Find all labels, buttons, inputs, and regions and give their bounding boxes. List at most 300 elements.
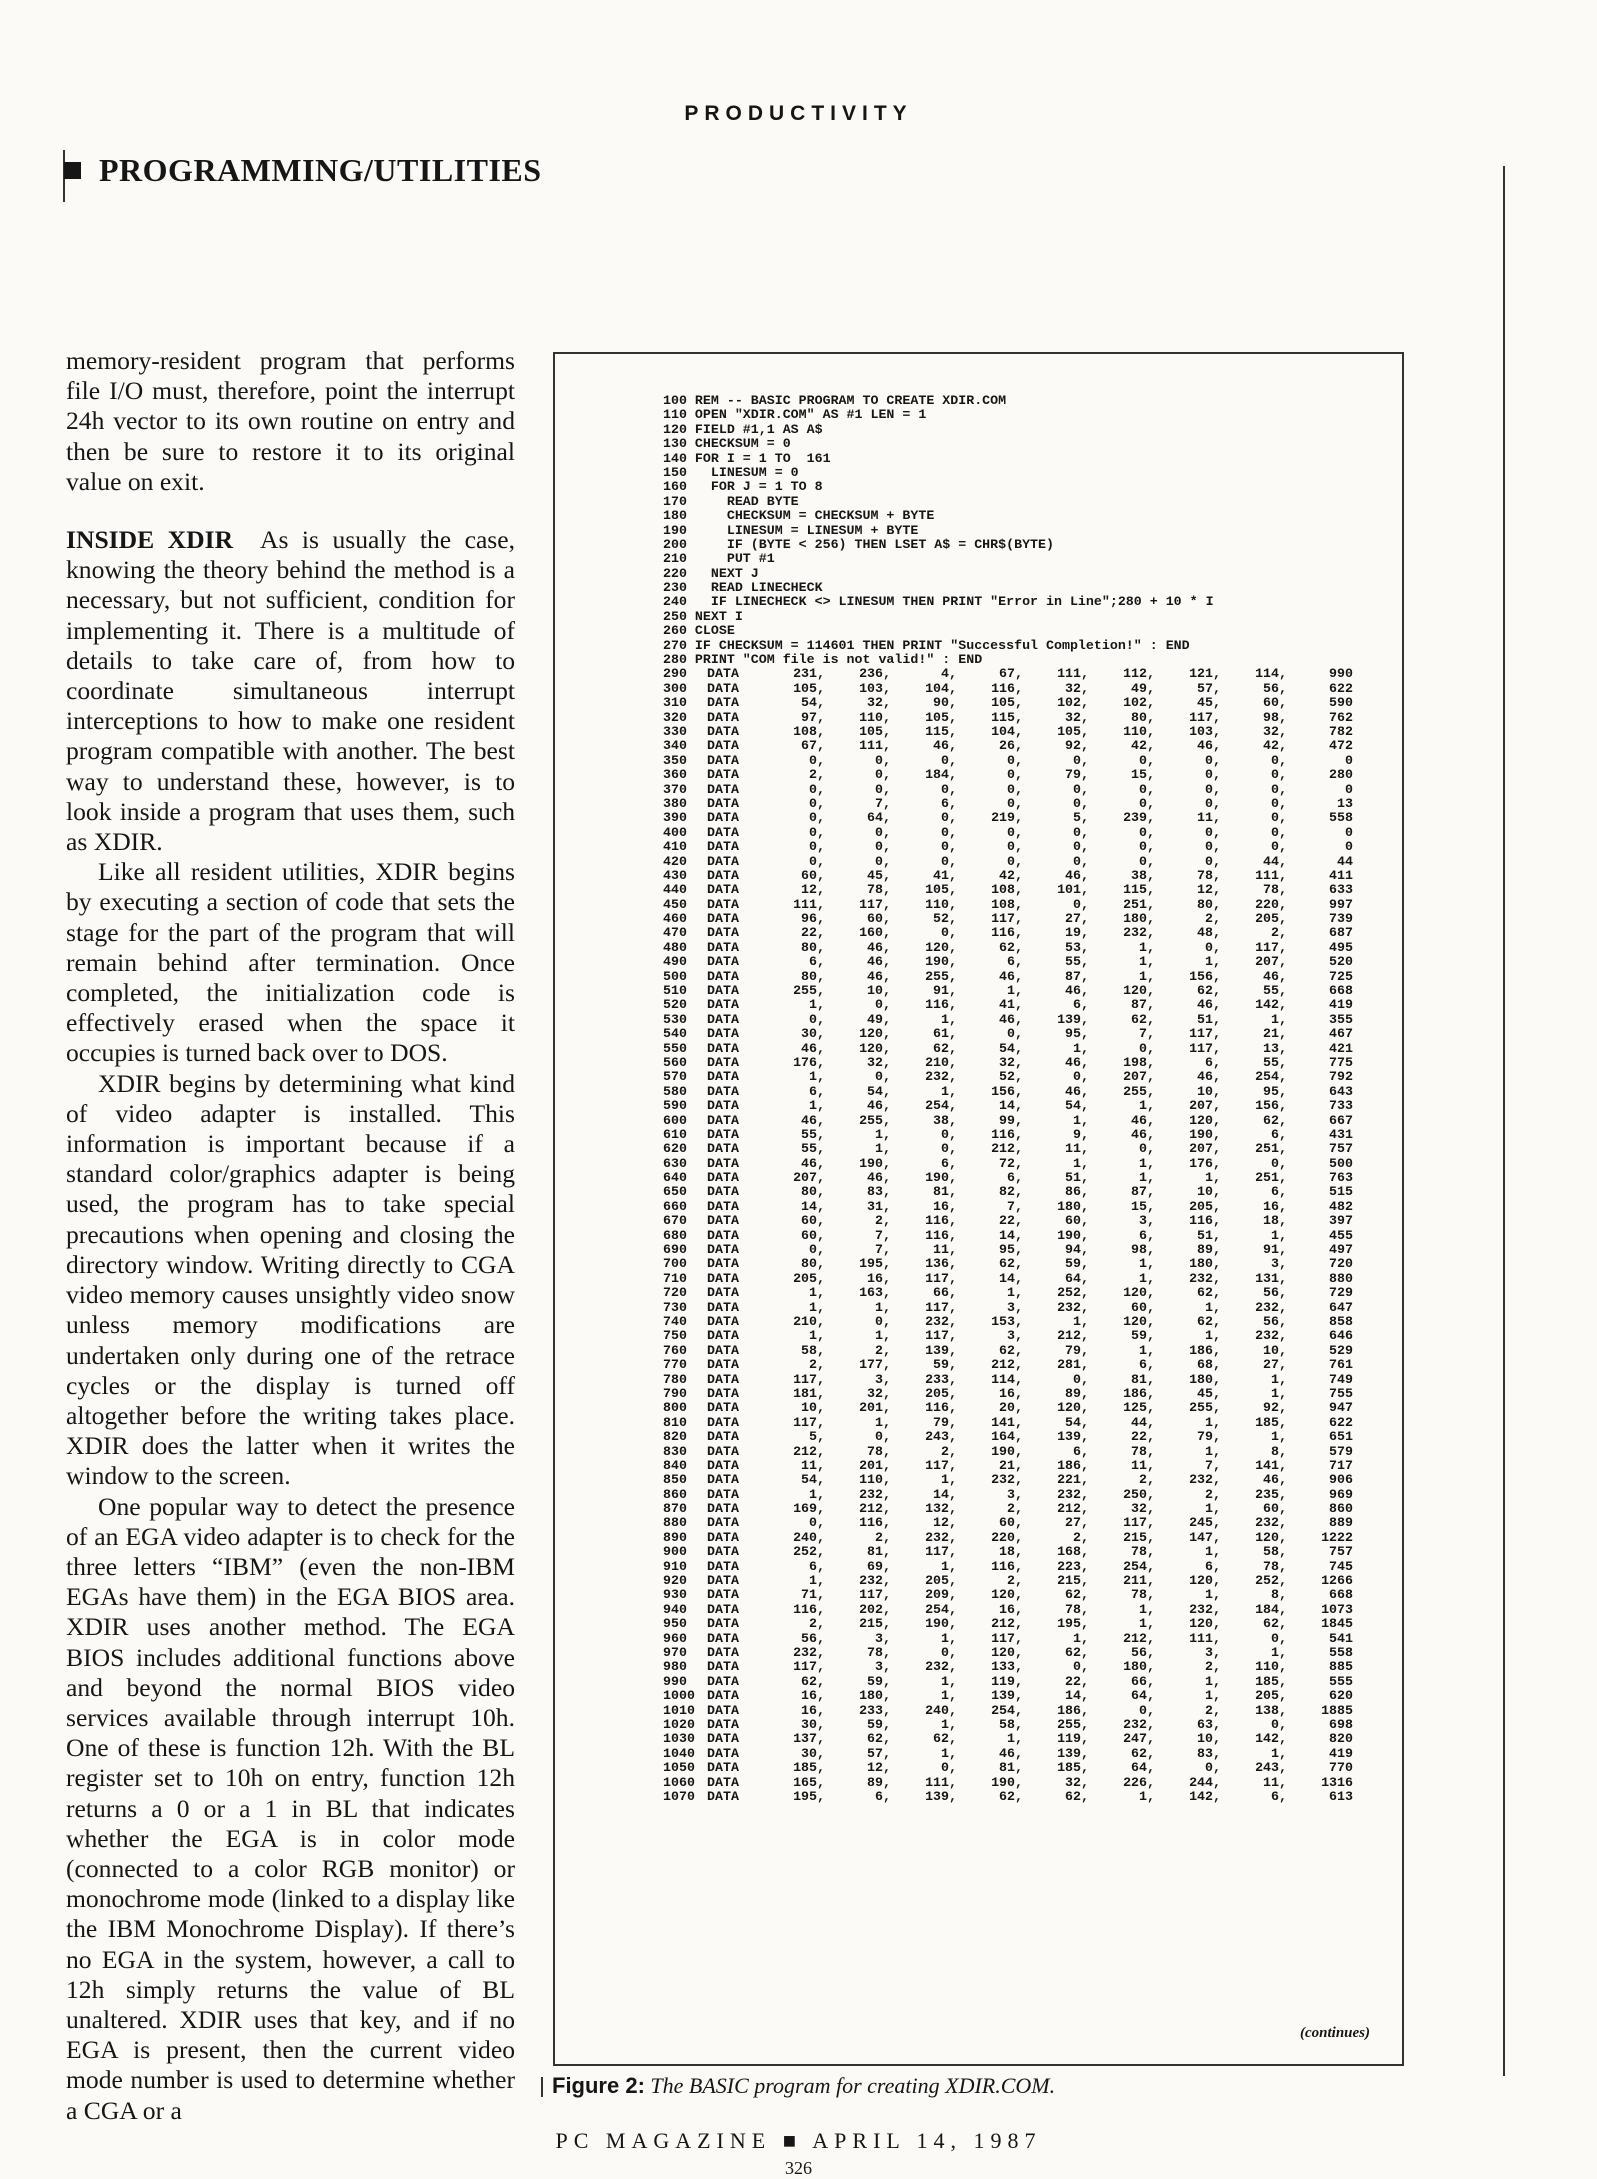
line-number: 610 <box>663 1126 687 1142</box>
data-line <box>663 1632 1353 1646</box>
data-keyword: DATA <box>707 1760 739 1776</box>
data-value: 782 <box>1329 723 1353 739</box>
data-value: 116, <box>991 1126 1023 1142</box>
data-value: 58, <box>1263 1544 1287 1560</box>
data-value: 138, <box>1255 1702 1287 1718</box>
data-value: 64, <box>1131 1688 1155 1704</box>
data-value: 236, <box>859 666 891 682</box>
data-value: 89, <box>1065 1385 1089 1401</box>
data-value: 1, <box>1139 1256 1155 1272</box>
data-value: 2, <box>875 1213 891 1229</box>
data-keyword: DATA <box>707 896 739 912</box>
data-value: 105, <box>925 882 957 898</box>
data-line <box>663 1416 1353 1430</box>
data-value: 0, <box>809 853 825 869</box>
data-line <box>663 1675 1353 1689</box>
data-value: 120, <box>1123 1314 1155 1329</box>
data-line <box>663 1459 1353 1473</box>
data-keyword: DATA <box>707 781 739 797</box>
data-value: 22, <box>1065 1673 1089 1689</box>
data-value: 62, <box>867 1731 891 1747</box>
line-number: 700 <box>663 1256 687 1272</box>
data-value: 14, <box>1065 1688 1089 1704</box>
line-number: 560 <box>663 1054 687 1070</box>
data-value: 0, <box>941 1760 957 1776</box>
data-value: 2, <box>1271 925 1287 941</box>
data-line <box>663 1603 1353 1617</box>
line-number: 750 <box>663 1328 687 1344</box>
data-value: 54, <box>801 1472 825 1488</box>
data-value: 12, <box>867 1760 891 1776</box>
data-keyword: DATA <box>707 1285 739 1301</box>
data-keyword: DATA <box>707 1112 739 1128</box>
data-value: 1, <box>941 1558 957 1574</box>
data-value: 119, <box>1057 1731 1089 1747</box>
data-value: 139, <box>1057 1429 1089 1445</box>
data-value: 21, <box>1263 1026 1287 1042</box>
data-line <box>663 984 1353 998</box>
line-number: 600 <box>663 1112 687 1128</box>
data-value: 19, <box>1065 925 1089 941</box>
data-value: 529 <box>1329 1342 1353 1358</box>
data-value: 82, <box>999 1184 1023 1200</box>
data-value: 232, <box>1057 1486 1089 1502</box>
data-keyword: DATA <box>707 680 739 696</box>
data-value: 115, <box>1123 882 1155 898</box>
data-value: 226, <box>1123 1774 1155 1790</box>
data-value: 0, <box>1073 1659 1089 1675</box>
data-value: 1, <box>1205 1544 1221 1560</box>
data-value: 79, <box>1197 1429 1221 1445</box>
data-line <box>663 754 1353 768</box>
data-value: 0, <box>1007 781 1023 797</box>
data-value: 244, <box>1189 1774 1221 1790</box>
data-value: 2, <box>809 1357 825 1373</box>
data-value: 757 <box>1329 1141 1353 1157</box>
data-value: 120, <box>925 939 957 955</box>
data-value: 254, <box>925 1098 957 1114</box>
data-value: 103, <box>1189 723 1221 739</box>
data-value: 83, <box>867 1184 891 1200</box>
data-value: 111, <box>925 1774 957 1790</box>
code-line: 130 CHECKSUM = 0 <box>663 436 791 452</box>
data-value: 0, <box>1073 781 1089 797</box>
data-value: 243, <box>1255 1760 1287 1776</box>
data-value: 232, <box>1189 1270 1221 1286</box>
data-keyword: DATA <box>707 1342 739 1358</box>
data-keyword: DATA <box>707 882 739 898</box>
data-value: 153, <box>991 1314 1023 1329</box>
data-value: 116, <box>925 1227 957 1243</box>
data-value: 0, <box>1205 781 1221 797</box>
data-value: 2, <box>875 1342 891 1358</box>
data-value: 120, <box>1189 1112 1221 1128</box>
data-value: 1, <box>809 1328 825 1344</box>
data-value: 101, <box>1057 882 1089 898</box>
data-value: 83, <box>1197 1745 1221 1761</box>
data-value: 22, <box>801 925 825 941</box>
data-value: 78, <box>1263 882 1287 898</box>
data-value: 497 <box>1329 1242 1353 1258</box>
data-value: 46, <box>867 1098 891 1114</box>
data-value: 1, <box>941 1716 957 1732</box>
data-value: 419 <box>1329 1745 1353 1761</box>
data-value: 0, <box>1073 1371 1089 1387</box>
data-value: 8, <box>1271 1443 1287 1459</box>
data-value: 1, <box>1139 1098 1155 1114</box>
data-value: 0, <box>1139 853 1155 869</box>
data-value: 729 <box>1329 1285 1353 1301</box>
data-value: 46, <box>1197 1069 1221 1085</box>
data-value: 255, <box>793 983 825 999</box>
line-number: 970 <box>663 1644 687 1660</box>
data-value: 11, <box>1065 1141 1089 1157</box>
data-keyword: DATA <box>707 1314 739 1329</box>
data-value: 500 <box>1329 1155 1353 1171</box>
data-value: 1, <box>1271 1227 1287 1243</box>
data-keyword: DATA <box>707 666 739 682</box>
data-value: 1, <box>941 1630 957 1646</box>
data-value: 46, <box>1065 1083 1089 1099</box>
data-value: 1, <box>809 1573 825 1589</box>
data-keyword: DATA <box>707 997 739 1013</box>
data-value: 247, <box>1123 1731 1155 1747</box>
data-value: 62, <box>1197 1285 1221 1301</box>
data-value: 117, <box>859 1587 891 1603</box>
data-value: 1, <box>1205 1443 1221 1459</box>
data-value: 46, <box>1263 968 1287 984</box>
column-rule <box>1503 166 1505 2076</box>
data-value: 1, <box>1271 1429 1287 1445</box>
data-value: 555 <box>1329 1673 1353 1689</box>
data-value: 1, <box>1205 1501 1221 1517</box>
data-value: 32, <box>1065 680 1089 696</box>
line-number: 490 <box>663 954 687 970</box>
line-number: 940 <box>663 1601 687 1617</box>
data-value: 1, <box>1073 1630 1089 1646</box>
data-value: 87, <box>1131 1184 1155 1200</box>
figure-box <box>553 352 1404 2066</box>
data-value: 647 <box>1329 1299 1353 1315</box>
data-line <box>663 1042 1353 1056</box>
line-number: 820 <box>663 1429 687 1445</box>
data-value: 252, <box>793 1544 825 1560</box>
data-value: 116, <box>859 1515 891 1531</box>
data-value: 164, <box>991 1429 1023 1445</box>
data-value: 755 <box>1329 1385 1353 1401</box>
data-value: 2, <box>1205 911 1221 927</box>
data-value: 6, <box>809 1083 825 1099</box>
line-number: 920 <box>663 1573 687 1589</box>
data-value: 120, <box>1123 1285 1155 1301</box>
data-keyword: DATA <box>707 1414 739 1430</box>
data-value: 15, <box>1131 767 1155 783</box>
data-keyword: DATA <box>707 1616 739 1632</box>
data-value: 1, <box>1205 1414 1221 1430</box>
data-value: 7, <box>875 1242 891 1258</box>
data-value: 0, <box>1205 795 1221 811</box>
data-value: 1, <box>1271 1011 1287 1027</box>
data-value: 22, <box>999 1213 1023 1229</box>
data-line <box>663 1387 1353 1401</box>
data-value: 212, <box>793 1443 825 1459</box>
data-keyword: DATA <box>707 1558 739 1574</box>
code-line: 220 NEXT J <box>663 565 759 581</box>
data-value: 3, <box>1271 1256 1287 1272</box>
data-value: 92, <box>1263 1400 1287 1416</box>
data-keyword: DATA <box>707 1184 739 1200</box>
data-keyword: DATA <box>707 767 739 783</box>
data-value: 725 <box>1329 968 1353 984</box>
data-value: 180, <box>1123 911 1155 927</box>
data-keyword: DATA <box>707 1083 739 1099</box>
data-value: 53, <box>1065 939 1089 955</box>
data-keyword: DATA <box>707 1256 739 1272</box>
data-value: 103, <box>859 680 891 696</box>
data-value: 668 <box>1329 983 1353 999</box>
data-value: 133, <box>991 1659 1023 1675</box>
data-value: 60, <box>999 1515 1023 1531</box>
data-value: 116, <box>991 680 1023 696</box>
data-value: 1, <box>809 1285 825 1301</box>
data-value: 45, <box>1197 695 1221 711</box>
data-line <box>663 1531 1353 1545</box>
data-value: 46, <box>999 1745 1023 1761</box>
data-value: 0, <box>1139 752 1155 768</box>
data-value: 215, <box>859 1616 891 1632</box>
data-line <box>663 667 1353 681</box>
data-value: 14, <box>801 1198 825 1214</box>
data-keyword: DATA <box>707 695 739 711</box>
data-value: 80, <box>1197 896 1221 912</box>
data-value: 62, <box>933 1731 957 1747</box>
data-value: 0, <box>1139 824 1155 840</box>
data-value: 251, <box>1255 1170 1287 1186</box>
code-listing <box>663 394 1353 1804</box>
data-value: 1, <box>1139 1270 1155 1286</box>
data-value: 20, <box>999 1400 1023 1416</box>
data-value: 860 <box>1329 1501 1353 1517</box>
data-value: 54, <box>801 695 825 711</box>
line-number: 310 <box>663 695 687 711</box>
data-value: 252, <box>1057 1285 1089 1301</box>
figure-caption <box>552 2073 1055 2099</box>
data-value: 32, <box>1263 723 1287 739</box>
data-value: 232, <box>1255 1328 1287 1344</box>
data-value: 96, <box>801 911 825 927</box>
data-line <box>663 1099 1353 1113</box>
data-value: 1222 <box>1321 1529 1353 1545</box>
data-value: 198, <box>1123 1054 1155 1070</box>
data-value: 105, <box>1057 723 1089 739</box>
data-value: 255, <box>859 1112 891 1128</box>
data-value: 1316 <box>1321 1774 1353 1790</box>
data-value: 0, <box>941 1126 957 1142</box>
data-value: 880 <box>1329 1270 1353 1286</box>
data-keyword: DATA <box>707 1716 739 1732</box>
data-value: 220, <box>991 1529 1023 1545</box>
data-value: 4, <box>941 666 957 682</box>
data-value: 472 <box>1329 738 1353 754</box>
data-value: 620 <box>1329 1688 1353 1704</box>
data-line <box>663 1229 1353 1243</box>
data-value: 46, <box>1131 1126 1155 1142</box>
data-value: 31, <box>867 1198 891 1214</box>
data-value: 180, <box>1189 1371 1221 1387</box>
data-value: 57, <box>867 1745 891 1761</box>
data-value: 46, <box>867 968 891 984</box>
data-value: 114, <box>1255 666 1287 682</box>
square-bullet-icon <box>64 162 81 179</box>
data-value: 7, <box>1139 1026 1155 1042</box>
data-value: 81, <box>867 1544 891 1560</box>
data-value: 117, <box>1189 709 1221 725</box>
data-value: 0, <box>809 824 825 840</box>
data-line <box>663 1358 1353 1372</box>
data-value: 1, <box>809 1098 825 1114</box>
data-line <box>663 1445 1353 1459</box>
data-value: 0, <box>1073 824 1089 840</box>
line-number: 770 <box>663 1357 687 1373</box>
data-value: 46, <box>999 1011 1023 1027</box>
data-value: 186, <box>1057 1702 1089 1718</box>
data-value: 165, <box>793 1774 825 1790</box>
data-keyword: DATA <box>707 1515 739 1531</box>
data-value: 6, <box>941 795 957 811</box>
data-line <box>663 1315 1353 1329</box>
data-value: 3, <box>1007 1486 1023 1502</box>
data-line <box>663 1085 1353 1099</box>
data-keyword: DATA <box>707 1126 739 1142</box>
data-value: 419 <box>1329 997 1353 1013</box>
data-value: 46, <box>801 1040 825 1056</box>
data-value: 733 <box>1329 1098 1353 1114</box>
data-keyword: DATA <box>707 1155 739 1171</box>
data-value: 141, <box>991 1414 1023 1430</box>
data-line <box>663 955 1353 969</box>
data-value: 120, <box>1123 983 1155 999</box>
data-line <box>663 768 1353 782</box>
data-value: 212, <box>1057 1501 1089 1517</box>
data-value: 121, <box>1189 666 1221 682</box>
data-value: 110, <box>1255 1659 1287 1675</box>
data-value: 119, <box>991 1673 1023 1689</box>
line-number: 470 <box>663 925 687 941</box>
data-value: 86, <box>1065 1184 1089 1200</box>
data-value: 1, <box>1007 1731 1023 1747</box>
data-value: 62, <box>999 1788 1023 1804</box>
data-value: 117, <box>793 1414 825 1430</box>
data-value: 858 <box>1329 1314 1353 1329</box>
data-keyword: DATA <box>707 1198 739 1214</box>
data-value: 156, <box>991 1083 1023 1099</box>
data-value: 91, <box>933 983 957 999</box>
data-value: 111, <box>1189 1630 1221 1646</box>
data-value: 643 <box>1329 1083 1353 1099</box>
data-value: 42, <box>1263 738 1287 754</box>
data-value: 651 <box>1329 1429 1353 1445</box>
data-line <box>663 1157 1353 1171</box>
data-value: 212, <box>1057 1328 1089 1344</box>
data-value: 62, <box>1197 983 1221 999</box>
data-value: 215, <box>1057 1573 1089 1589</box>
data-value: 67, <box>801 738 825 754</box>
data-value: 6, <box>1271 1126 1287 1142</box>
data-value: 108, <box>793 723 825 739</box>
data-value: 62, <box>1197 1314 1221 1329</box>
data-value: 0, <box>1139 781 1155 797</box>
data-keyword: DATA <box>707 795 739 811</box>
data-keyword: DATA <box>707 1673 739 1689</box>
data-value: 1, <box>1139 1788 1155 1804</box>
data-keyword: DATA <box>707 1745 739 1761</box>
data-value: 116, <box>991 1558 1023 1574</box>
line-number: 860 <box>663 1486 687 1502</box>
data-value: 997 <box>1329 896 1353 912</box>
data-line <box>663 797 1353 811</box>
data-value: 0, <box>1073 853 1089 869</box>
data-value: 46, <box>999 968 1023 984</box>
line-number: 780 <box>663 1371 687 1387</box>
data-value: 142, <box>1255 1731 1287 1747</box>
line-number: 890 <box>663 1529 687 1545</box>
line-number: 960 <box>663 1630 687 1646</box>
data-value: 59, <box>1065 1256 1089 1272</box>
data-value: 0, <box>941 925 957 941</box>
data-value: 255, <box>1057 1716 1089 1732</box>
data-value: 1, <box>1073 1040 1089 1056</box>
data-value: 254, <box>1123 1558 1155 1574</box>
data-value: 16, <box>933 1198 957 1214</box>
data-value: 32, <box>1065 709 1089 725</box>
data-value: 12, <box>1197 882 1221 898</box>
code-line: 210 PUT #1 <box>663 551 775 567</box>
data-value: 46, <box>1065 867 1089 883</box>
data-value: 190, <box>859 1155 891 1171</box>
data-line <box>663 1171 1353 1185</box>
data-value: 52, <box>999 1069 1023 1085</box>
data-value: 98, <box>1263 709 1287 725</box>
data-line <box>663 1114 1353 1128</box>
data-value: 111, <box>793 896 825 912</box>
data-value: 233, <box>859 1702 891 1718</box>
data-keyword: DATA <box>707 1069 739 1085</box>
data-value: 102, <box>1057 695 1089 711</box>
data-value: 0, <box>941 781 957 797</box>
data-value: 11, <box>1197 810 1221 826</box>
data-value: 55, <box>801 1141 825 1157</box>
data-value: 1, <box>875 1414 891 1430</box>
data-keyword: DATA <box>707 1573 739 1589</box>
data-value: 1, <box>1139 1155 1155 1171</box>
data-value: 9, <box>1073 1126 1089 1142</box>
data-value: 720 <box>1329 1256 1353 1272</box>
data-value: 95, <box>1065 1026 1089 1042</box>
data-value: 232, <box>1057 1299 1089 1315</box>
data-line <box>663 682 1353 696</box>
data-value: 51, <box>1197 1227 1221 1243</box>
data-value: 717 <box>1329 1457 1353 1473</box>
data-value: 80, <box>1131 709 1155 725</box>
data-value: 1, <box>809 997 825 1013</box>
data-value: 102, <box>1123 695 1155 711</box>
data-value: 117, <box>793 1371 825 1387</box>
data-line <box>663 855 1353 869</box>
data-value: 60, <box>1065 1213 1089 1229</box>
data-value: 7, <box>875 795 891 811</box>
data-value: 0, <box>875 752 891 768</box>
data-value: 55, <box>1263 983 1287 999</box>
